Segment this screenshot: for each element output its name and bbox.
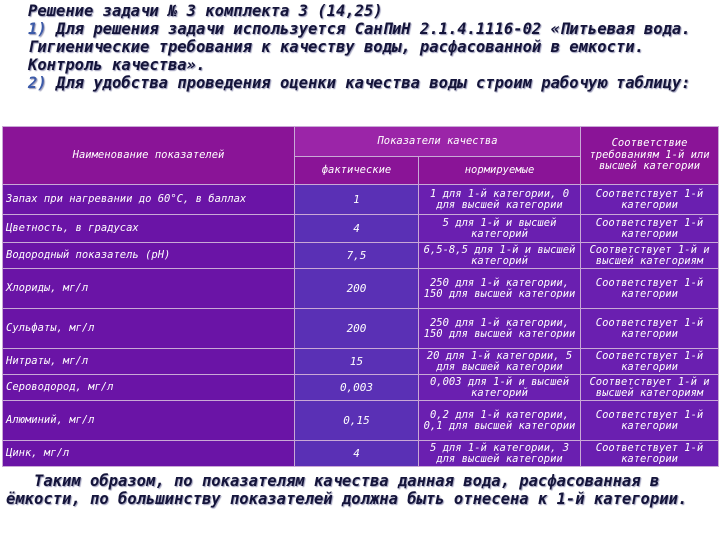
step-1-text: Для решения задачи используется СанПиН 2.1.4.1116-02 «Питьевая вода. Гигиенические требования к качеству воды, расфасованной в емкости. Контроль качества».: [28, 20, 691, 74]
normative-value-cell: 250 для 1-й категории, 150 для высшей категории: [419, 269, 581, 309]
actual-value-cell: 200: [295, 309, 419, 349]
normative-value-cell: 20 для 1-й категории, 5 для высшей категории: [419, 349, 581, 375]
table-row: [3, 215, 719, 243]
conclusion-text: Таким образом, по показателям качества данная вода, расфасованная в ёмкости, по большинству показателей должна быть отнесена к 1-й категории.: [6, 472, 688, 508]
normative-value-cell: 250 для 1-й категории, 150 для высшей категории: [419, 309, 581, 349]
compliance-cell: Соответствует 1-й и высшей категориям: [581, 243, 719, 269]
indicator-name-cell: Нитраты, мг/л: [3, 349, 295, 375]
compliance-cell: Соответствует 1-й категории: [581, 309, 719, 349]
indicator-name-cell: Запах при нагревании до 60°С, в баллах: [3, 185, 295, 215]
actual-value-cell: 0,003: [295, 375, 419, 401]
actual-value-cell: 15: [295, 349, 419, 375]
normative-value-cell: 5 для 1-й и высшей категорий: [419, 215, 581, 243]
step-2-text: Для удобства проведения оценки качества воды строим рабочую таблицу:: [46, 74, 691, 92]
compliance-cell: Соответствует 1-й категории: [581, 349, 719, 375]
table-row: [3, 441, 719, 467]
normative-value-cell: 0,2 для 1-й категории, 0,1 для высшей категории: [419, 401, 581, 441]
actual-value-cell: 4: [295, 215, 419, 243]
header-quality-indicators: Показатели качества: [295, 127, 581, 157]
header-actual: фактические: [295, 157, 419, 185]
problem-title: Решение задачи № 3 комплекта 3 (14,25): [28, 2, 383, 20]
compliance-cell: Соответствует 1-й и высшей категориям: [581, 375, 719, 401]
actual-value-cell: 4: [295, 441, 419, 467]
compliance-cell: Соответствует 1-й категории: [581, 185, 719, 215]
step-1: [4, 20, 716, 74]
actual-value-cell: 7,5: [295, 243, 419, 269]
intro-text: [4, 2, 716, 92]
compliance-cell: Соответствует 1-й категории: [581, 269, 719, 309]
indicator-name-cell: Хлориды, мг/л: [3, 269, 295, 309]
step-2: [4, 74, 716, 92]
quality-table-wrapper: [2, 126, 718, 465]
table-row: [3, 401, 719, 441]
header-indicator-name: Наименование показателей: [3, 127, 295, 185]
normative-value-cell: 0,003 для 1-й и высшей категорий: [419, 375, 581, 401]
step-2-number: 2): [28, 74, 47, 92]
actual-value-cell: 0,15: [295, 401, 419, 441]
table-row: [3, 375, 719, 401]
indicator-name-cell: Цинк, мг/л: [3, 441, 295, 467]
compliance-cell: Соответствует 1-й категории: [581, 215, 719, 243]
indicator-name-cell: Цветность, в градусах: [3, 215, 295, 243]
table-row: [3, 269, 719, 309]
actual-value-cell: 1: [295, 185, 419, 215]
table-row: [3, 349, 719, 375]
normative-value-cell: 5 для 1-й категории, 3 для высшей категории: [419, 441, 581, 467]
normative-value-cell: 1 для 1-й категории, 0 для высшей категории: [419, 185, 581, 215]
table-row: [3, 243, 719, 269]
indicator-name-cell: Водородный показатель (рН): [3, 243, 295, 269]
header-normative: нормируемые: [419, 157, 581, 185]
compliance-cell: Соответствует 1-й категории: [581, 401, 719, 441]
indicator-name-cell: Алюминий, мг/л: [3, 401, 295, 441]
indicator-name-cell: Сульфаты, мг/л: [3, 309, 295, 349]
water-quality-table: [2, 126, 719, 467]
conclusion: [6, 472, 714, 508]
table-row: [3, 309, 719, 349]
actual-value-cell: 200: [295, 269, 419, 309]
header-compliance: Соответствие требованиям 1-й или высшей категории: [581, 127, 719, 185]
table-row: [3, 185, 719, 215]
indicator-name-cell: Сероводород, мг/л: [3, 375, 295, 401]
compliance-cell: Соответствует 1-й категории: [581, 441, 719, 467]
normative-value-cell: 6,5-8,5 для 1-й и высшей категорий: [419, 243, 581, 269]
step-1-number: 1): [28, 20, 47, 38]
